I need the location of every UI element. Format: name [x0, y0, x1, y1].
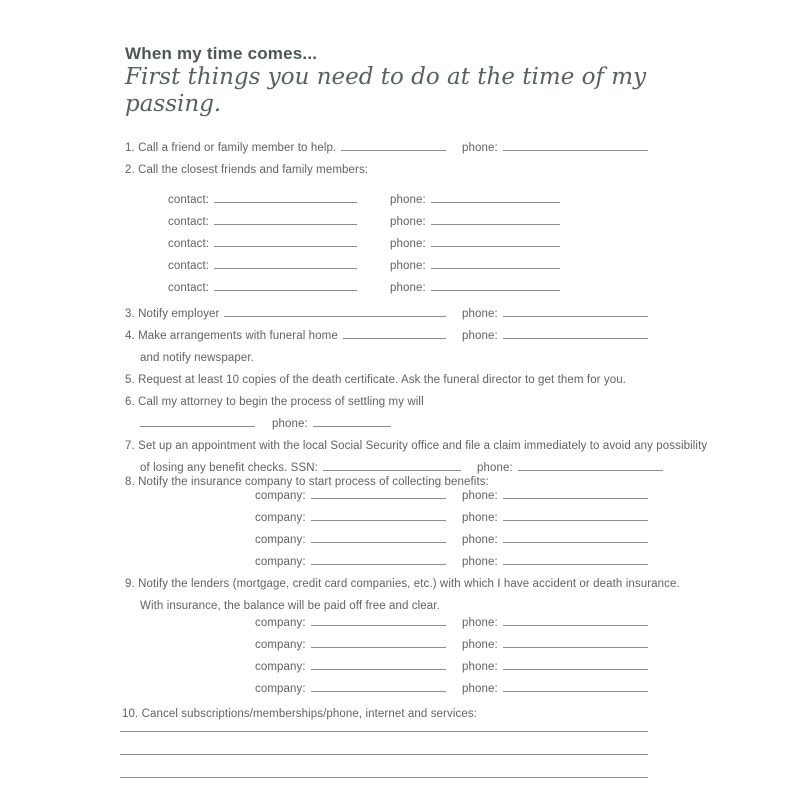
contact-phone-line	[431, 189, 560, 203]
item-3-text: 3. Notify employer	[125, 308, 220, 320]
company-label: company:	[255, 661, 306, 673]
company-row	[255, 507, 648, 529]
item-9-continued: With insurance, the balance will be paid off free and clear.	[140, 600, 440, 612]
contact-label: contact:	[168, 260, 210, 272]
company-row	[255, 656, 648, 678]
company-phone-line	[503, 507, 648, 521]
phone-label: phone:	[462, 556, 498, 568]
contact-row	[168, 189, 560, 211]
ssn-phone-line	[518, 457, 663, 471]
item-9-row	[125, 573, 680, 595]
phone-label: phone:	[462, 639, 498, 651]
item-8-text: 8. Notify the insurance company to start process of collecting benefits:	[125, 476, 489, 488]
phone-label: phone:	[462, 534, 498, 546]
company-phone-line	[503, 612, 648, 626]
lender-company-list	[125, 612, 648, 700]
phone-label: phone:	[462, 683, 498, 695]
item-6-fill-row	[140, 413, 648, 435]
phone-label: phone:	[462, 330, 498, 342]
item-7-ssn-text: of losing any benefit checks. SSN:	[140, 462, 318, 474]
item-6-row	[125, 391, 648, 413]
contact-list	[125, 189, 648, 299]
contact-name-line	[214, 211, 357, 225]
phone-label: phone:	[462, 142, 498, 154]
item-1-row	[125, 137, 648, 159]
phone-label: phone:	[390, 194, 426, 206]
item-4-row	[125, 325, 648, 347]
notes-line	[120, 725, 648, 732]
company-label: company:	[255, 639, 306, 651]
company-row	[255, 529, 648, 551]
phone-label: phone:	[390, 260, 426, 272]
company-name-line	[311, 612, 446, 626]
contact-phone-line	[431, 233, 560, 247]
company-phone-line	[503, 551, 648, 565]
contact-phone-line	[431, 255, 560, 269]
item-3-row	[125, 303, 648, 325]
page-title: When my time comes...	[125, 44, 318, 63]
item-10-row	[122, 703, 648, 725]
company-name-line	[311, 485, 446, 499]
contact-label: contact:	[168, 216, 210, 228]
item-2-text: 2. Call the closest friends and family members:	[125, 164, 369, 176]
company-phone-line	[503, 656, 648, 670]
company-label: company:	[255, 683, 306, 695]
phone-label: phone:	[390, 216, 426, 228]
helper-name-line	[341, 137, 446, 151]
attorney-name-line	[140, 413, 255, 427]
contact-row	[168, 255, 560, 277]
company-label: company:	[255, 512, 306, 524]
item-2-row	[125, 159, 648, 181]
item-4-text: 4. Make arrangements with funeral home	[125, 330, 338, 342]
item-7-text: 7. Set up an appointment with the local Social Security office and file a claim immediately to avoid any possibility	[125, 440, 708, 452]
attorney-phone-line	[313, 413, 391, 427]
checklist	[122, 137, 708, 778]
company-phone-line	[503, 529, 648, 543]
phone-label: phone:	[462, 308, 498, 320]
contact-name-line	[214, 189, 357, 203]
company-name-line	[311, 507, 446, 521]
phone-label: phone:	[390, 238, 426, 250]
company-phone-line	[503, 485, 648, 499]
item-9-text: 9. Notify the lenders (mortgage, credit card companies, etc.) with which I have accident or death insurance.	[125, 578, 680, 590]
funeral-home-phone-line	[503, 325, 648, 339]
contact-label: contact:	[168, 194, 210, 206]
contact-label: contact:	[168, 238, 210, 250]
notes-line	[120, 732, 648, 755]
notes-line	[120, 755, 648, 778]
contact-label: contact:	[168, 282, 210, 294]
contact-row	[168, 233, 560, 255]
employer-phone-line	[503, 303, 648, 317]
item-10-text: 10. Cancel subscriptions/memberships/phone, internet and services:	[122, 708, 477, 720]
item-5-row	[125, 369, 648, 391]
contact-name-line	[214, 277, 357, 291]
company-name-line	[311, 678, 446, 692]
page-subtitle: First things you need to do at the time of my passing.	[125, 64, 647, 117]
company-label: company:	[255, 556, 306, 568]
company-phone-line	[503, 678, 648, 692]
insurance-company-list	[125, 485, 648, 573]
company-name-line	[311, 551, 446, 565]
company-name-line	[311, 656, 446, 670]
company-name-line	[311, 529, 446, 543]
company-row	[255, 678, 648, 700]
company-name-line	[311, 634, 446, 648]
phone-label: phone:	[477, 462, 513, 474]
item-5-text: 5. Request at least 10 copies of the death certificate. Ask the funeral director to get them for you.	[125, 374, 627, 386]
ssn-line	[323, 457, 461, 471]
item-4-continued: and notify newspaper.	[140, 352, 254, 364]
phone-label: phone:	[462, 617, 498, 629]
contact-row	[168, 211, 560, 233]
phone-label: phone:	[462, 661, 498, 673]
phone-label: phone:	[462, 512, 498, 524]
contact-name-line	[214, 233, 357, 247]
company-row	[255, 634, 648, 656]
employer-line	[224, 303, 446, 317]
company-phone-line	[503, 634, 648, 648]
phone-label: phone:	[462, 490, 498, 502]
item-1-text: 1. Call a friend or family member to help.	[125, 142, 337, 154]
funeral-home-line	[343, 325, 446, 339]
company-label: company:	[255, 534, 306, 546]
company-label: company:	[255, 490, 306, 502]
cancellation-notes	[120, 725, 648, 778]
company-label: company:	[255, 617, 306, 629]
helper-phone-line	[503, 137, 648, 151]
form-content	[122, 44, 708, 778]
contact-row	[168, 277, 560, 299]
company-row	[255, 551, 648, 573]
contact-name-line	[214, 255, 357, 269]
phone-label: phone:	[272, 418, 308, 430]
item-7-row	[125, 435, 708, 457]
company-row	[255, 612, 648, 634]
contact-phone-line	[431, 277, 560, 291]
contact-phone-line	[431, 211, 560, 225]
phone-label: phone:	[390, 282, 426, 294]
item-6-text: 6. Call my attorney to begin the process of settling my will	[125, 396, 424, 408]
